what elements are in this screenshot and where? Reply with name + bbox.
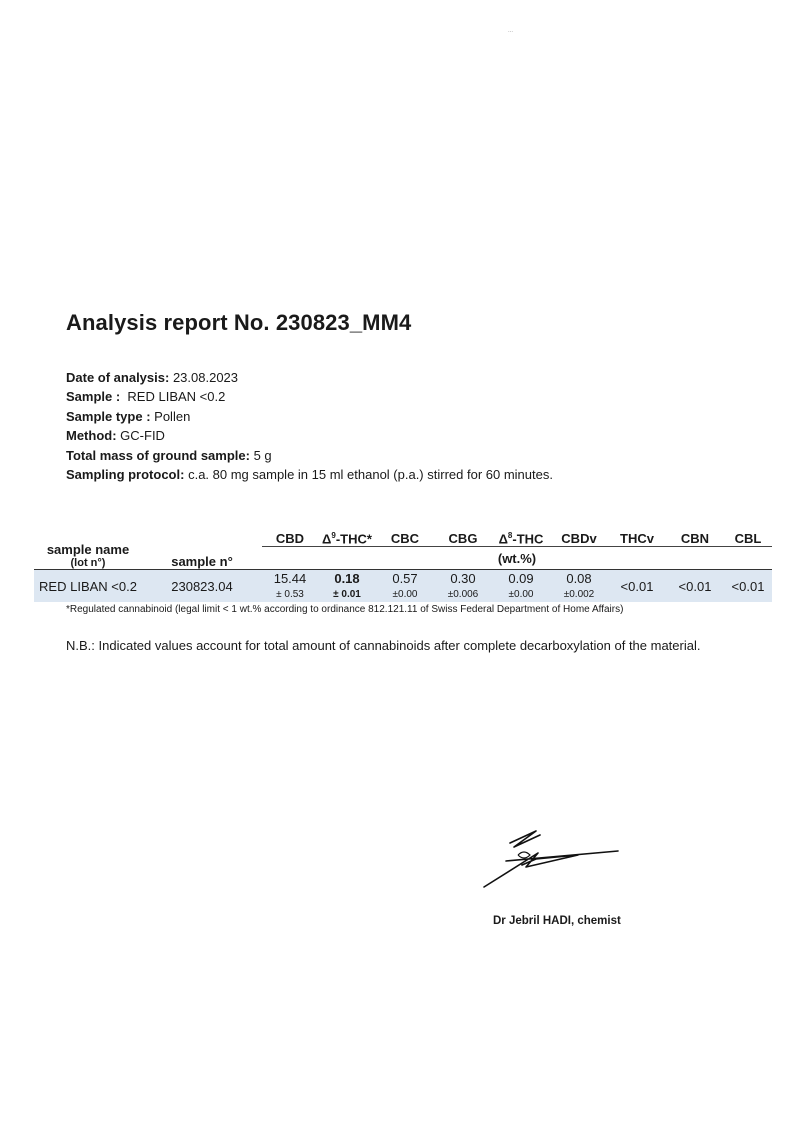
cbg-error: ±0.006 — [447, 589, 479, 600]
cbd-header: CBD — [262, 526, 318, 547]
footnote: *Regulated cannabinoid (legal limit < 1 wt.% according to ordinance 812.121.11 of Swiss Federal Department of Home Affairs) — [66, 604, 624, 615]
sample-name-label: sample name — [46, 542, 130, 557]
signature-image — [478, 825, 628, 895]
thc8-header — [492, 526, 550, 547]
report-title: Analysis report No. 230823_MM4 — [66, 310, 412, 335]
thc9-cell — [318, 570, 376, 603]
cbdv-cell — [550, 570, 608, 603]
row-sample-number: 230823.04 — [142, 570, 262, 603]
cbn-header: CBN — [666, 526, 724, 547]
thc8-suffix: -THC — [512, 531, 544, 546]
date-value: 23.08.2023 — [172, 370, 239, 385]
type-value: Pollen — [154, 408, 191, 424]
thc8-error: ±0.00 — [508, 589, 534, 600]
cbd-error: ± 0.53 — [276, 589, 304, 600]
sample-name-header — [34, 526, 142, 570]
method-label: Method: — [66, 428, 117, 444]
cbc-header: CBC — [376, 526, 434, 547]
corner-mark: ... — [508, 28, 514, 34]
thcv-header: THCv — [608, 526, 666, 547]
method-row — [66, 426, 553, 445]
thc9-error: ± 0.01 — [333, 589, 361, 600]
date-label: Date of analysis: — [66, 370, 170, 385]
nb-note: N.B.: Indicated values account for total amount of cannabinoids after complete decarboxylation of the material. — [66, 638, 701, 653]
cbl-header: CBL — [724, 526, 772, 547]
results-table — [34, 526, 772, 602]
thc8-cell — [492, 570, 550, 603]
thc8-value: 0.09 — [508, 571, 534, 586]
cbg-cell — [434, 570, 492, 603]
cbdv-error: ±0.002 — [563, 589, 595, 600]
sample-info — [66, 368, 553, 484]
thc9-value: 0.18 — [334, 571, 360, 586]
header-row — [34, 526, 772, 547]
cbd-value: 15.44 — [273, 571, 307, 586]
cbdv-value: 0.08 — [566, 571, 592, 586]
units-label: (wt.%) — [497, 550, 537, 566]
mass-row — [66, 446, 553, 465]
method-value: GC-FID — [120, 428, 165, 444]
row-sample-name: RED LIBAN <0.2 — [34, 570, 142, 603]
cbn-value: <0.01 — [666, 570, 724, 603]
thc8-sup: 8 — [507, 530, 513, 540]
lot-label: (lot n°) — [70, 557, 106, 569]
cbc-cell — [376, 570, 434, 603]
type-label: Sample type : — [66, 408, 151, 424]
sample-value: RED LIBAN <0.2 — [127, 389, 226, 405]
sample-row — [66, 387, 553, 406]
cbg-value: 0.30 — [450, 571, 476, 586]
cbc-error: ±0.00 — [392, 589, 418, 600]
type-row — [66, 407, 553, 426]
thcv-value: <0.01 — [608, 570, 666, 603]
thc8-delta: Δ — [498, 531, 508, 546]
thc9-sup: 9 — [331, 530, 336, 540]
thc9-header — [318, 526, 376, 547]
cbc-value: 0.57 — [392, 571, 418, 586]
mass-value: 5 g — [253, 447, 272, 463]
protocol-value: c.a. 80 mg sample in 15 ml ethanol (p.a.) stirred for 60 minutes. — [188, 467, 553, 483]
date-row — [66, 368, 553, 387]
signature-name: Dr Jebril HADI, chemist — [493, 915, 621, 927]
thc9-delta: Δ — [322, 531, 332, 546]
cbd-cell — [262, 570, 318, 603]
mass-label: Total mass of ground sample: — [66, 447, 250, 463]
cbdv-header: CBDv — [550, 526, 608, 547]
cbl-value: <0.01 — [724, 570, 772, 603]
cbg-header: CBG — [434, 526, 492, 547]
thc9-suffix: -THC* — [335, 531, 372, 546]
sample-no-header: sample n° — [171, 554, 233, 569]
sample-label: Sample : — [66, 389, 121, 405]
protocol-row — [66, 465, 553, 484]
table-row — [34, 570, 772, 603]
protocol-label: Sampling protocol: — [66, 467, 185, 483]
